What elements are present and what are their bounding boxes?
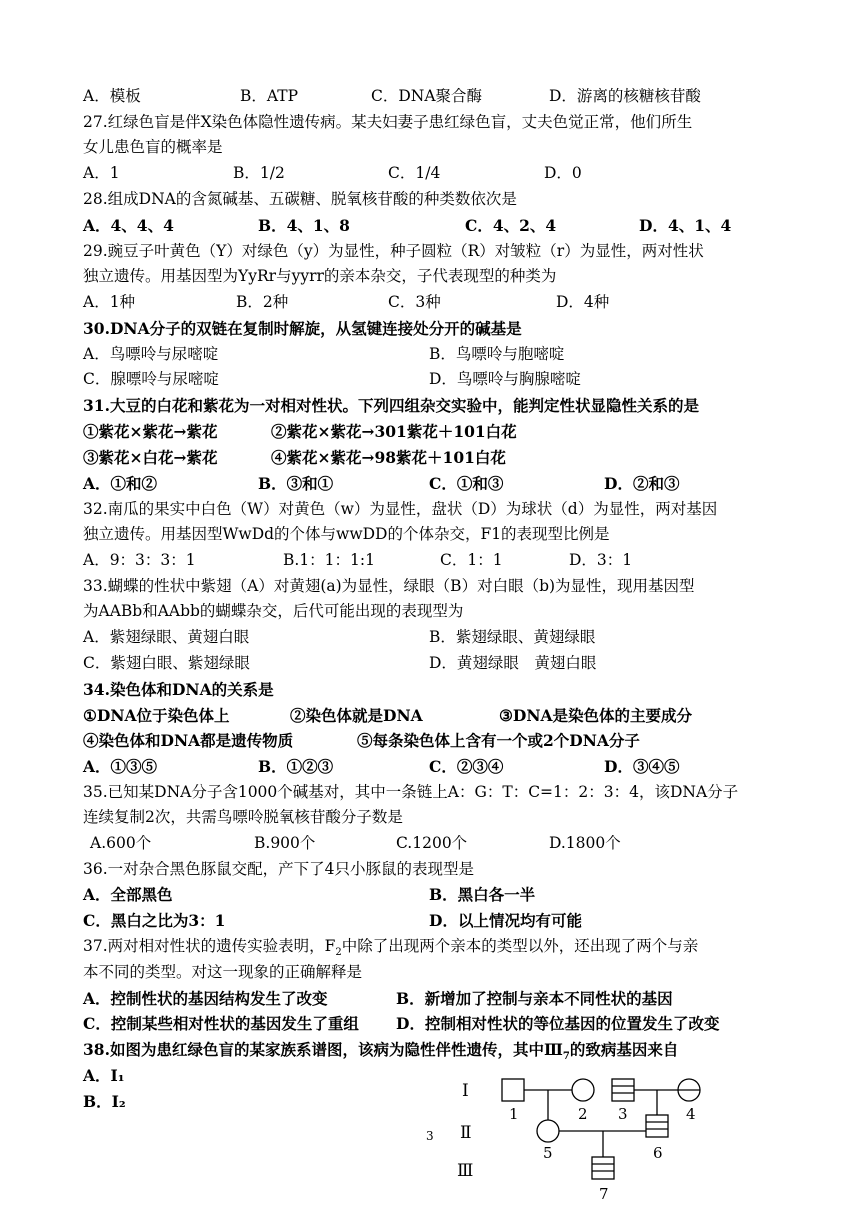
q34-items-row2 — [83, 728, 783, 753]
q33-option-d: D．黄翅绿眼 黄翅白眼 — [429, 654, 597, 672]
q34-items-row1 — [83, 703, 783, 728]
q36-option-c: C．黑白之比为3：1 — [83, 911, 226, 930]
q30-option-b: B．鸟嘌呤与胞嘧啶 — [429, 345, 565, 363]
q28-option-d: D．4、1、4 — [639, 216, 732, 235]
q26-option-b: B．ATP — [240, 87, 299, 105]
q29-option-b: B．2种 — [236, 293, 289, 311]
q27-stem-line1: 27.红绿色盲是伴X染色体隐性遗传病。某夫妇妻子患红绿色盲，丈夫色觉正常，他们所生 — [83, 113, 693, 131]
q28-option-b: B．4、1、8 — [258, 216, 350, 235]
q26-options — [83, 84, 783, 109]
q31-item-2: ②紫花×紫花→301紫花＋101白花 — [271, 422, 517, 441]
q37-stem-part2: 中除了出现两个亲本的类型以外，还出现了两个与亲 — [341, 937, 699, 955]
q34-option-d: D．③④⑤ — [604, 757, 680, 776]
q29-stem-line1: 29.豌豆子叶黄色（Y）对绿色（y）为显性，种子圆粒（R）对皱粒（r）为显性，两对性状 — [83, 242, 704, 260]
q35-stem-line2: 连续复制2次，共需鸟嘌呤脱氧核苷酸分子数是 — [83, 808, 403, 826]
generation-label-1: Ⅰ — [462, 1081, 469, 1101]
q29-option-a: A．1种 — [83, 293, 136, 311]
q38-option-b: B．Ⅰ₂ — [83, 1092, 126, 1111]
q27-option-b: B．1/2 — [233, 164, 285, 182]
q34-item-2: ②染色体就是DNA — [290, 706, 423, 725]
q27-stem-line2: 女儿患色盲的概率是 — [83, 138, 223, 156]
q32-option-c: C．1：1 — [440, 551, 503, 569]
q32-options — [83, 548, 783, 573]
q33-options-row2 — [83, 651, 783, 676]
q31-item-3: ③紫花×白花→紫花 — [83, 448, 218, 467]
individual-5-female-normal — [537, 1120, 559, 1142]
q28-stem: 28.组成DNA的含氮碱基、五碳糖、脱氧核苷酸的种类数依次是 — [83, 190, 517, 208]
individual-number-1: 1 — [509, 1105, 519, 1123]
pedigree-diagram — [420, 1070, 740, 1210]
q38-stem-part2: 的致病基因来自 — [569, 1040, 679, 1059]
q35-options — [83, 831, 783, 856]
q33-option-a: A．紫翅绿眼、黄翅白眼 — [83, 628, 250, 646]
q38-subscript: 7 — [562, 1051, 570, 1063]
individual-number-7: 7 — [599, 1185, 609, 1203]
q35-stem-line1: 35.已知某DNA分子含1000个碱基对，其中一条链上A：G：T：C=1：2：3：4，该DNA分子 — [83, 783, 739, 801]
q31-item-1: ①紫花×紫花→紫花 — [83, 422, 218, 441]
q32-option-a: A．9：3：3：1 — [83, 551, 196, 569]
q38-stem-part1: 38.如图为患红绿色盲的某家族系谱图，该病为隐性伴性遗传，其中Ⅲ — [83, 1040, 563, 1059]
q34-item-1: ①DNA位于染色体上 — [83, 706, 230, 725]
q27-option-c: C．1/4 — [388, 164, 441, 182]
q27-option-d: D．0 — [544, 164, 582, 182]
q30-option-a: A．鸟嘌呤与尿嘧啶 — [83, 345, 219, 363]
q31-option-c: C．①和③ — [429, 474, 504, 493]
q30-option-c: C．腺嘌呤与尿嘧啶 — [83, 370, 219, 388]
q31-option-a: A．①和② — [83, 474, 158, 493]
q30-options-row1 — [83, 342, 783, 367]
q37-options-row1 — [83, 986, 783, 1011]
individual-1-male-normal — [502, 1079, 524, 1101]
q34-option-c: C．②③④ — [429, 757, 504, 776]
q36-option-b: B．黑白各一半 — [429, 885, 536, 904]
q33-stem-line1: 33.蝴蝶的性状中紫翅（A）对黄翅(a)为显性，绿眼（B）对白眼（b)为显性，现用基因型 — [83, 577, 695, 595]
q37-option-b: B．新增加了控制与亲本不同性状的基因 — [396, 989, 673, 1008]
q36-stem: 36.一对杂合黑色豚鼠交配，产下了4只小豚鼠的表现型是 — [83, 860, 475, 878]
q32-stem-line1: 32.南瓜的果实中白色（W）对黄色（w）为显性，盘状（D）为球状（d）为显性，两对基因 — [83, 500, 718, 518]
q36-options-row1 — [83, 882, 783, 907]
individual-number-6: 6 — [653, 1144, 663, 1162]
q26-option-d: D．游离的核糖核苷酸 — [549, 87, 701, 105]
q28-option-a: A．4、4、4 — [83, 216, 174, 235]
q26-option-c: C．DNA聚合酶 — [371, 87, 483, 105]
generation-label-2: Ⅱ — [460, 1123, 472, 1143]
individual-number-5: 5 — [543, 1144, 553, 1162]
q37-options-row2 — [83, 1011, 783, 1036]
q37-option-d: D．控制相对性状的等位基因的位置发生了改变 — [396, 1014, 720, 1033]
q28-option-c: C．4、2、4 — [465, 216, 557, 235]
q32-option-d: D．3：1 — [569, 551, 633, 569]
q31-options — [83, 471, 783, 496]
individual-number-4: 4 — [686, 1105, 696, 1123]
q36-option-d: D．以上情况均有可能 — [429, 911, 582, 930]
q29-stem-line2: 独立遗传。用基因型为YyRr与yyrr的亲本杂交，子代表现型的种类为 — [83, 267, 557, 285]
q35-option-d: D.1800个 — [549, 834, 621, 852]
q33-options-row1 — [83, 625, 783, 650]
q31-items-row1 — [83, 419, 783, 444]
individual-number-3: 3 — [618, 1105, 628, 1123]
q34-options — [83, 754, 783, 779]
q29-options — [83, 290, 783, 315]
q30-option-d: D．鸟嘌呤与胸腺嘧啶 — [429, 370, 581, 388]
q31-stem: 31.大豆的白花和紫花为一对相对性状。下列四组杂交实验中，能判定性状显隐性关系的是 — [83, 396, 699, 415]
q36-option-a: A．全部黑色 — [83, 885, 173, 904]
q38-option-a: A．Ⅰ₁ — [83, 1066, 125, 1085]
q35-option-c: C.1200个 — [396, 834, 468, 852]
q32-option-b: B.1：1：1:1 — [283, 551, 375, 569]
q31-item-4: ④紫花×紫花→98紫花＋101白花 — [271, 448, 506, 467]
q38-stem — [83, 1037, 783, 1062]
q32-stem-line2: 独立遗传。用基因型WwDd的个体与wwDD的个体杂交，F1的表现型比例是 — [83, 525, 610, 543]
q27-options — [83, 161, 783, 186]
q28-options — [83, 213, 783, 238]
q34-item-3: ③DNA是染色体的主要成分 — [499, 706, 693, 725]
q27-option-a: A．1 — [83, 164, 120, 182]
generation-label-3: Ⅲ — [457, 1161, 474, 1181]
q29-option-d: D．4种 — [556, 293, 610, 311]
q37-stem-line2: 本不同的类型。对这一现象的正确解释是 — [83, 963, 363, 981]
q31-option-d: D．②和③ — [604, 474, 680, 493]
q36-options-row2 — [83, 908, 783, 933]
q34-option-b: B．①②③ — [258, 757, 334, 776]
q26-option-a: A．模板 — [83, 87, 141, 105]
individual-2-female-normal — [572, 1079, 594, 1101]
q33-stem-line2: 为AABb和AAbb的蝴蝶杂交，后代可能出现的表现型为 — [83, 602, 464, 620]
q34-option-a: A．①③⑤ — [83, 757, 158, 776]
q30-options-row2 — [83, 367, 783, 392]
page-number: 3 — [426, 1129, 434, 1143]
q35-option-a: A.600个 — [90, 834, 152, 852]
q37-stem-part1: 37.两对相对性状的遗传实验表明，F — [83, 937, 336, 955]
q34-stem: 34.染色体和DNA的关系是 — [83, 680, 274, 699]
q35-option-b: B.900个 — [254, 834, 316, 852]
q37-option-a: A．控制性状的基因结构发生了改变 — [83, 989, 328, 1008]
q34-item-4: ④染色体和DNA都是遗传物质 — [83, 731, 294, 750]
q37-subscript: 2 — [335, 947, 342, 959]
individual-number-2: 2 — [578, 1105, 588, 1123]
q29-option-c: C．3种 — [388, 293, 441, 311]
q37-option-c: C．控制某些相对性状的基因发生了重组 — [83, 1014, 359, 1033]
q30-stem: 30.DNA分子的双链在复制时解旋，从氢键连接处分开的碱基是 — [83, 319, 522, 338]
q33-option-c: C．紫翅白眼、紫翅绿眼 — [83, 654, 250, 672]
q34-item-5: ⑤每条染色体上含有一个或2个DNA分子 — [357, 731, 640, 750]
individual-3-male-affected — [612, 1079, 634, 1101]
individual-6-male-affected — [646, 1115, 668, 1137]
q31-items-row2 — [83, 445, 783, 470]
q33-option-b: B．紫翅绿眼、黄翅绿眼 — [429, 628, 596, 646]
q37-stem-line1 — [83, 934, 783, 959]
individual-7-male-affected — [592, 1157, 614, 1179]
q31-option-b: B．③和① — [258, 474, 334, 493]
